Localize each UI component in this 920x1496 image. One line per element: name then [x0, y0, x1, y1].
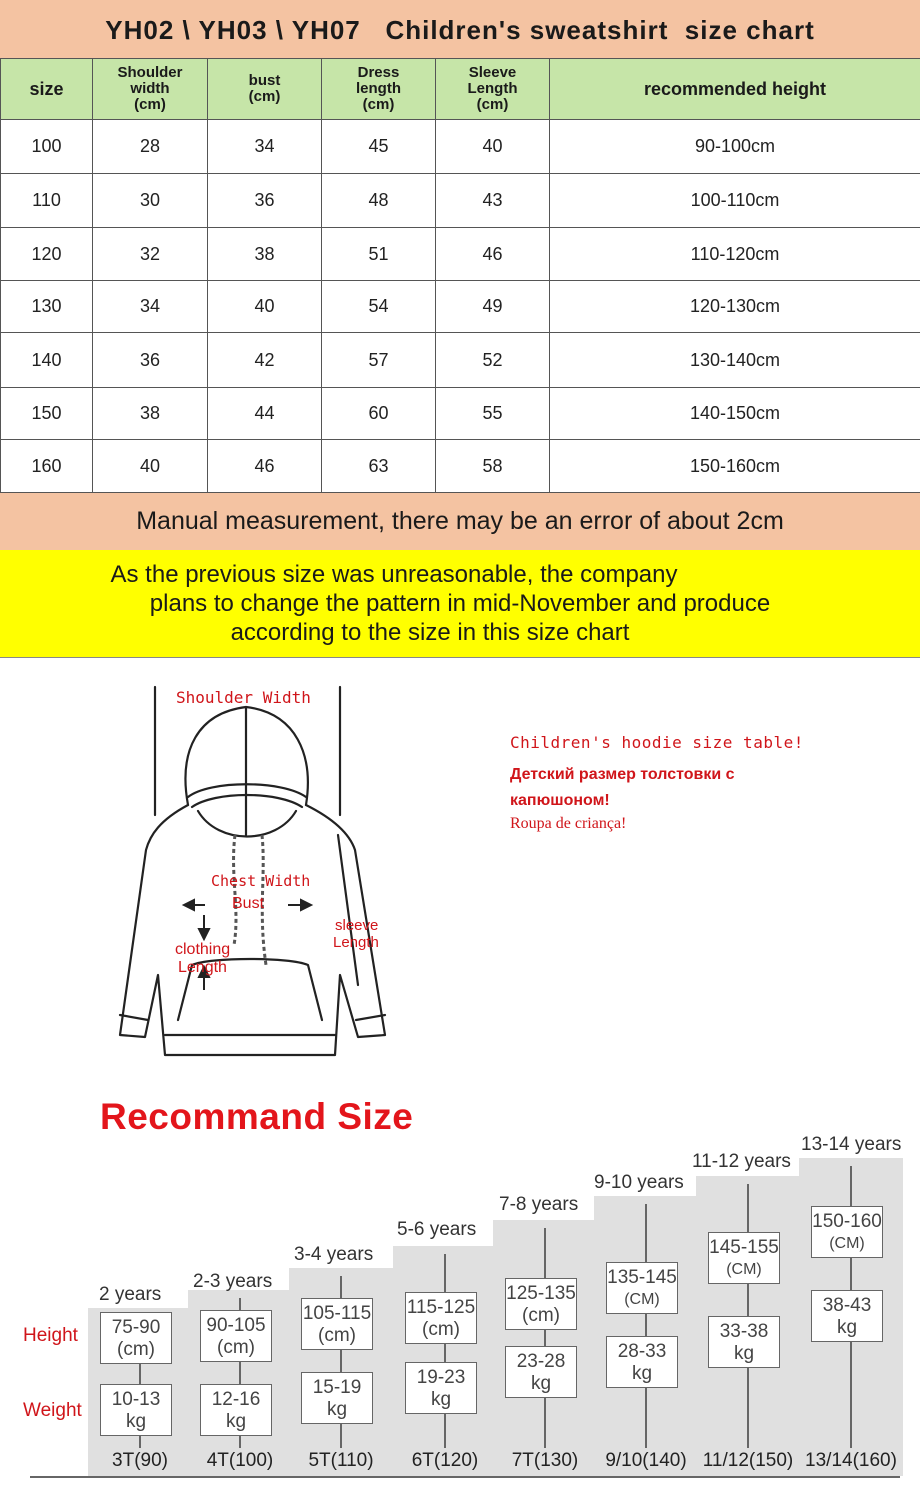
height-range-box — [708, 1232, 780, 1284]
table-cell: 38 — [93, 388, 208, 440]
height-range-unit: (CM) — [726, 1261, 762, 1278]
age-label: 3-4 years — [294, 1244, 374, 1265]
table-cell: 34 — [208, 120, 322, 174]
size-code-label: 11/12(150) — [702, 1450, 794, 1471]
chest-width-label: Chest Width — [211, 872, 311, 890]
table-cell: 42 — [208, 333, 322, 388]
table-cell: 32 — [93, 228, 208, 281]
bust-label: Bust — [232, 895, 265, 912]
table-row — [1, 281, 920, 333]
table-cell: 110-120cm — [550, 228, 920, 281]
size-table — [0, 58, 920, 493]
table-cell: 120-130cm — [550, 281, 920, 333]
clothing-length-label-line-1: clothing — [175, 941, 231, 958]
height-range-value: 105-115 — [302, 1303, 372, 1324]
notice-line-1: As the previous size was unreasonable, the company — [110, 561, 678, 588]
weight-range-value: 15-19 — [312, 1377, 362, 1398]
table-cell: 160 — [1, 440, 93, 493]
table-cell: 46 — [208, 440, 322, 493]
table-cell: 40 — [208, 281, 322, 333]
age-label: 2-3 years — [193, 1271, 273, 1292]
height-range-unit: (CM) — [624, 1291, 660, 1308]
table-row — [1, 440, 920, 493]
table-cell: 120 — [1, 228, 93, 281]
weight-range-box — [811, 1290, 883, 1342]
weight-range-value: 10-13 — [111, 1389, 161, 1410]
height-range-box — [606, 1262, 678, 1314]
height-range-unit: (cm) — [318, 1325, 356, 1346]
size-code-label: 7T(130) — [511, 1450, 579, 1471]
weight-range-unit: kg — [733, 1343, 755, 1364]
size-code-label: 6T(120) — [411, 1450, 479, 1471]
column-header-shoulder-width: Shoulder width (cm) — [93, 59, 208, 120]
shoulder-width-label: Shoulder Width — [176, 688, 311, 707]
chart-title: YH02 \ YH03 \ YH07 Children's sweatshirt size chart — [105, 15, 815, 45]
table-cell: 51 — [322, 228, 436, 281]
table-cell: 58 — [436, 440, 550, 493]
height-range-value: 90-105 — [206, 1315, 266, 1336]
weight-range-value: 33-38 — [719, 1321, 769, 1342]
weight-range-box — [505, 1346, 577, 1398]
height-range-unit: (cm) — [522, 1305, 560, 1326]
weight-range-box — [100, 1384, 172, 1436]
table-cell: 57 — [322, 333, 436, 388]
height-range-value: 135-145 — [607, 1267, 677, 1288]
age-label: 9-10 years — [594, 1172, 684, 1193]
table-cell: 30 — [93, 174, 208, 228]
table-row — [1, 174, 920, 228]
table-header-row — [1, 59, 920, 120]
size-code-label: 3T(90) — [112, 1450, 168, 1471]
weight-range-box — [405, 1362, 477, 1414]
column-header-sleeve-length: Sleeve Length (cm) — [436, 59, 550, 120]
table-cell: 28 — [93, 120, 208, 174]
weight-row-label: Weight — [23, 1400, 82, 1421]
table-cell: 46 — [436, 228, 550, 281]
sleeve-label-line-1: sleeve — [335, 917, 379, 934]
table-cell: 52 — [436, 333, 550, 388]
height-range-unit: (cm) — [422, 1319, 460, 1340]
column-header-bust: bust (cm) — [208, 59, 322, 120]
column-header-recommended-height: recommended height — [550, 59, 920, 120]
table-cell: 43 — [436, 174, 550, 228]
table-row — [1, 388, 920, 440]
weight-range-unit: kg — [430, 1389, 452, 1410]
height-range-value: 75-90 — [111, 1317, 161, 1338]
table-cell: 55 — [436, 388, 550, 440]
height-range-box — [505, 1278, 577, 1330]
height-range-value: 115-125 — [406, 1297, 476, 1318]
table-cell: 44 — [208, 388, 322, 440]
recommend-size-title: Recommand Size — [100, 1096, 414, 1137]
weight-range-unit: kg — [225, 1411, 247, 1432]
weight-range-unit: kg — [326, 1399, 348, 1420]
table-cell: 140 — [1, 333, 93, 388]
weight-range-value: 38-43 — [822, 1295, 872, 1316]
clothing-length-label-line-2: Length — [178, 959, 227, 976]
height-range-value: 125-135 — [506, 1283, 576, 1304]
table-cell: 100 — [1, 120, 93, 174]
table-cell: 45 — [322, 120, 436, 174]
table-row — [1, 228, 920, 281]
size-code-label: 5T(110) — [308, 1450, 374, 1471]
table-cell: 54 — [322, 281, 436, 333]
table-cell: 130 — [1, 281, 93, 333]
weight-range-box — [606, 1336, 678, 1388]
column-axis-line — [444, 1254, 446, 1448]
age-label: 11-12 years — [692, 1151, 791, 1172]
weight-range-box — [301, 1372, 373, 1424]
column-header-size: size — [1, 59, 93, 120]
table-cell: 140-150cm — [550, 388, 920, 440]
height-range-unit: (cm) — [217, 1337, 255, 1358]
weight-range-value: 19-23 — [416, 1367, 466, 1388]
info-portuguese: Roupa de criança! — [510, 815, 627, 832]
table-cell: 63 — [322, 440, 436, 493]
sleeve-label-line-2: Length — [333, 934, 379, 951]
weight-range-value: 23-28 — [516, 1351, 566, 1372]
table-cell: 36 — [93, 333, 208, 388]
table-cell: 90-100cm — [550, 120, 920, 174]
weight-range-unit: kg — [836, 1317, 858, 1338]
weight-range-unit: kg — [125, 1411, 147, 1432]
weight-range-box — [200, 1384, 272, 1436]
size-code-label: 4T(100) — [206, 1450, 274, 1471]
table-row — [1, 120, 920, 174]
table-cell: 110 — [1, 174, 93, 228]
weight-range-unit: kg — [530, 1373, 552, 1394]
column-axis-line — [544, 1228, 546, 1448]
table-cell: 49 — [436, 281, 550, 333]
table-cell: 34 — [93, 281, 208, 333]
height-range-box — [405, 1292, 477, 1344]
table-cell: 40 — [436, 120, 550, 174]
age-label: 5-6 years — [397, 1219, 477, 1240]
height-range-unit: (cm) — [117, 1339, 155, 1360]
table-row — [1, 333, 920, 388]
age-label: 7-8 years — [499, 1194, 579, 1215]
weight-range-value: 12-16 — [211, 1389, 261, 1410]
table-cell: 48 — [322, 174, 436, 228]
table-cell: 36 — [208, 174, 322, 228]
size-code-label: 13/14(160) — [805, 1450, 897, 1471]
table-cell: 60 — [322, 388, 436, 440]
table-cell: 40 — [93, 440, 208, 493]
weight-range-unit: kg — [631, 1363, 653, 1384]
height-range-box — [811, 1206, 883, 1258]
size-code-label: 9/10(140) — [605, 1450, 687, 1471]
age-label: 2 years — [99, 1284, 162, 1305]
weight-range-value: 28-33 — [617, 1341, 667, 1362]
height-range-value: 150-160 — [812, 1211, 882, 1232]
table-cell: 150-160cm — [550, 440, 920, 493]
height-range-unit: (CM) — [829, 1235, 865, 1252]
info-russian: Детский размер толстовки с капюшоном! — [510, 766, 735, 809]
weight-range-box — [708, 1316, 780, 1368]
height-range-value: 145-155 — [709, 1237, 779, 1258]
height-range-box — [100, 1312, 172, 1364]
age-label: 13-14 years — [801, 1134, 902, 1155]
notice-line-2: plans to change the pattern in mid-November and produce — [149, 590, 771, 617]
table-cell: 130-140cm — [550, 333, 920, 388]
column-axis-line — [645, 1204, 647, 1448]
height-range-box — [301, 1298, 373, 1350]
column-header-dress-length: Dress length (cm) — [322, 59, 436, 120]
pattern-change-notice — [0, 550, 920, 658]
baseline — [30, 1476, 900, 1478]
table-cell: 150 — [1, 388, 93, 440]
info-english: Children's hoodie size table! — [510, 733, 804, 752]
table-cell: 100-110cm — [550, 174, 920, 228]
table-cell: 38 — [208, 228, 322, 281]
measurement-note: Manual measurement, there may be an error of about 2cm — [0, 492, 920, 552]
height-row-label: Height — [23, 1325, 78, 1346]
height-range-box — [200, 1310, 272, 1362]
notice-line-3: according to the size in this size chart — [230, 619, 630, 646]
